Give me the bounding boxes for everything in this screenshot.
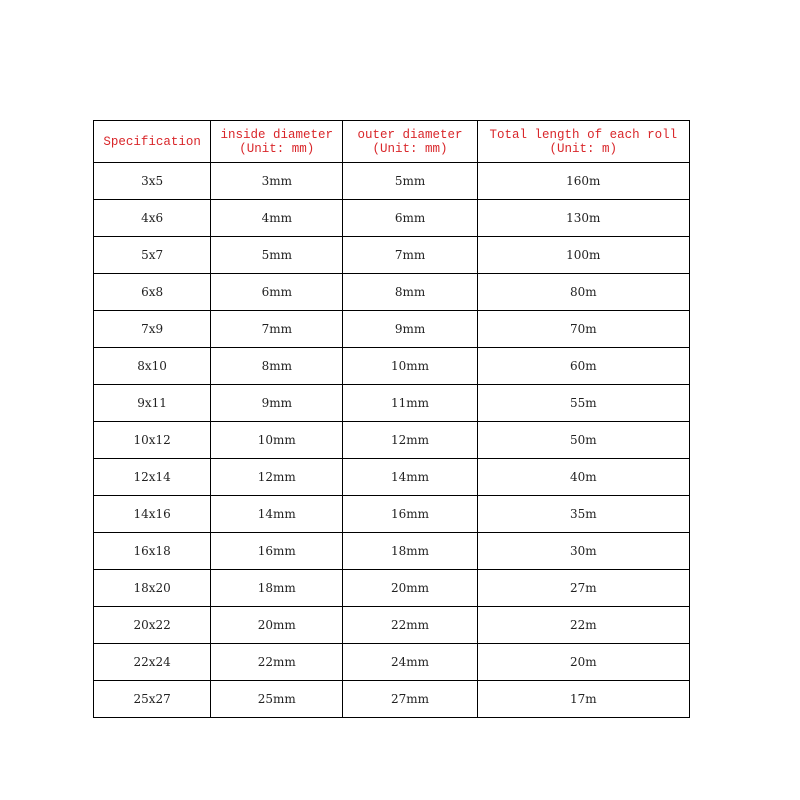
cell-total-length: 160m [477, 163, 689, 200]
header-outer-diameter [343, 121, 477, 163]
table-row [94, 459, 690, 496]
cell-specification: 9x11 [94, 385, 211, 422]
cell-outer-diameter: 10mm [343, 348, 477, 385]
table-row [94, 163, 690, 200]
cell-total-length: 50m [477, 422, 689, 459]
cell-total-length: 30m [477, 533, 689, 570]
cell-outer-diameter: 7mm [343, 237, 477, 274]
cell-outer-diameter: 6mm [343, 200, 477, 237]
table-row [94, 311, 690, 348]
cell-inside-diameter: 4mm [211, 200, 343, 237]
cell-inside-diameter: 10mm [211, 422, 343, 459]
cell-outer-diameter: 9mm [343, 311, 477, 348]
cell-specification: 6x8 [94, 274, 211, 311]
cell-specification: 7x9 [94, 311, 211, 348]
header-specification [94, 121, 211, 163]
cell-total-length: 22m [477, 607, 689, 644]
header-line: inside diameter [220, 127, 334, 142]
cell-inside-diameter: 6mm [211, 274, 343, 311]
table-row [94, 385, 690, 422]
cell-outer-diameter: 27mm [343, 681, 477, 718]
cell-inside-diameter: 9mm [211, 385, 343, 422]
table-header [94, 121, 690, 163]
cell-outer-diameter: 24mm [343, 644, 477, 681]
header-line: Specification [103, 134, 201, 149]
cell-total-length: 60m [477, 348, 689, 385]
header-inside-diameter [211, 121, 343, 163]
cell-total-length: 27m [477, 570, 689, 607]
table-row [94, 644, 690, 681]
cell-specification: 16x18 [94, 533, 211, 570]
cell-specification: 18x20 [94, 570, 211, 607]
header-unit: (Unit: m) [549, 141, 618, 156]
table-row [94, 237, 690, 274]
cell-outer-diameter: 8mm [343, 274, 477, 311]
table-row [94, 348, 690, 385]
cell-specification: 12x14 [94, 459, 211, 496]
cell-total-length: 35m [477, 496, 689, 533]
cell-total-length: 20m [477, 644, 689, 681]
cell-specification: 14x16 [94, 496, 211, 533]
table-row [94, 200, 690, 237]
cell-outer-diameter: 14mm [343, 459, 477, 496]
cell-specification: 25x27 [94, 681, 211, 718]
table-row [94, 422, 690, 459]
cell-inside-diameter: 14mm [211, 496, 343, 533]
cell-specification: 3x5 [94, 163, 211, 200]
cell-specification: 4x6 [94, 200, 211, 237]
cell-total-length: 55m [477, 385, 689, 422]
cell-outer-diameter: 5mm [343, 163, 477, 200]
cell-total-length: 70m [477, 311, 689, 348]
cell-specification: 5x7 [94, 237, 211, 274]
cell-inside-diameter: 18mm [211, 570, 343, 607]
header-line: outer diameter [357, 127, 463, 142]
header-line: Total length of each roll [489, 127, 678, 142]
cell-inside-diameter: 22mm [211, 644, 343, 681]
cell-inside-diameter: 12mm [211, 459, 343, 496]
header-unit: (Unit: mm) [372, 141, 448, 156]
cell-outer-diameter: 16mm [343, 496, 477, 533]
header-row [94, 121, 690, 163]
cell-total-length: 100m [477, 237, 689, 274]
cell-outer-diameter: 18mm [343, 533, 477, 570]
cell-inside-diameter: 20mm [211, 607, 343, 644]
cell-outer-diameter: 22mm [343, 607, 477, 644]
cell-specification: 10x12 [94, 422, 211, 459]
cell-inside-diameter: 8mm [211, 348, 343, 385]
cell-inside-diameter: 5mm [211, 237, 343, 274]
specification-table [93, 120, 690, 718]
cell-inside-diameter: 16mm [211, 533, 343, 570]
header-unit: (Unit: mm) [239, 141, 315, 156]
cell-inside-diameter: 7mm [211, 311, 343, 348]
cell-outer-diameter: 20mm [343, 570, 477, 607]
table-row [94, 570, 690, 607]
table-row [94, 274, 690, 311]
cell-inside-diameter: 25mm [211, 681, 343, 718]
header-total-length [477, 121, 689, 163]
table-body [94, 163, 690, 718]
cell-specification: 20x22 [94, 607, 211, 644]
cell-total-length: 80m [477, 274, 689, 311]
cell-total-length: 130m [477, 200, 689, 237]
cell-inside-diameter: 3mm [211, 163, 343, 200]
table-row [94, 681, 690, 718]
cell-outer-diameter: 12mm [343, 422, 477, 459]
table-row [94, 533, 690, 570]
cell-total-length: 40m [477, 459, 689, 496]
cell-outer-diameter: 11mm [343, 385, 477, 422]
cell-specification: 8x10 [94, 348, 211, 385]
table-row [94, 496, 690, 533]
cell-specification: 22x24 [94, 644, 211, 681]
cell-total-length: 17m [477, 681, 689, 718]
table-row [94, 607, 690, 644]
